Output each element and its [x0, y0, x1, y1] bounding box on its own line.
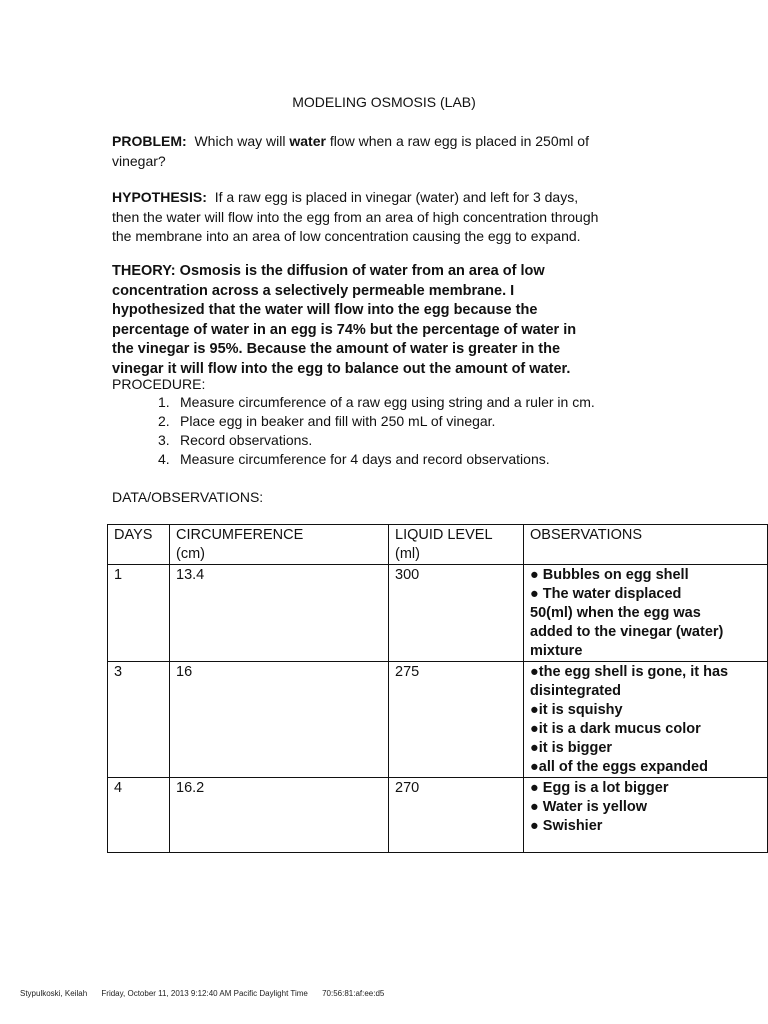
procedure-step: [158, 431, 595, 450]
hypothesis-line3: the membrane into an area of low concentration causing the egg to expand.: [112, 228, 581, 244]
problem-text-before: Which way will: [194, 133, 286, 149]
header-circumference-line1: CIRCUMFERENCE: [176, 527, 304, 543]
header-liquid-unit: (ml): [395, 546, 420, 562]
table-row: [108, 778, 768, 853]
observation-line: mixture: [530, 643, 583, 659]
step-number: 4.: [158, 451, 170, 467]
theory-line: concentration across a selectively permeable membrane. I: [112, 282, 515, 299]
cell-observations: [524, 565, 768, 662]
cell-day: 4: [108, 778, 170, 853]
problem-label: PROBLEM:: [112, 133, 187, 149]
header-circumference: [170, 525, 389, 565]
observation-line: ●the egg shell is gone, it has: [530, 664, 729, 680]
header-liquid-line1: LIQUID LEVEL: [395, 527, 493, 543]
step-text: Measure circumference of a raw egg using string and a ruler in cm.: [180, 394, 595, 410]
header-observations: OBSERVATIONS: [524, 525, 768, 565]
step-number: 3.: [158, 432, 170, 448]
procedure-label: PROCEDURE:: [112, 376, 206, 392]
table-header-row: [108, 525, 768, 565]
problem-section: [112, 132, 652, 171]
cell-observations: [524, 662, 768, 778]
cell-circumference: 16: [170, 662, 389, 778]
procedure-step: [158, 412, 595, 431]
header-days: DAYS: [108, 525, 170, 565]
step-text: Record observations.: [180, 432, 313, 448]
page-footer: [20, 989, 396, 998]
observation-line: 50(ml) when the egg was: [530, 605, 701, 621]
observation-line: added to the vinegar (water): [530, 624, 724, 640]
footer-datetime: Friday, October 11, 2013 9:12:40 AM Pacific Daylight Time: [101, 989, 308, 998]
step-number: 1.: [158, 394, 170, 410]
observation-line: ● Swishier: [530, 818, 603, 834]
cell-day: 3: [108, 662, 170, 778]
observation-line: ●it is a dark mucus color: [530, 721, 701, 737]
footer-id: 70:56:81:af:ee:d5: [322, 989, 385, 998]
header-liquid-level: [389, 525, 524, 565]
data-table: [107, 524, 768, 853]
theory-line: percentage of water in an egg is 74% but the percentage of water in: [112, 321, 577, 338]
theory-line: the vinegar is 95%. Because the amount of water is greater in the: [112, 341, 561, 357]
cell-day: 1: [108, 565, 170, 662]
observation-line: ● Egg is a lot bigger: [530, 780, 669, 796]
cell-observations: [524, 778, 768, 853]
theory-line: vinegar it will flow into the egg to balance out the amount of water.: [112, 360, 571, 377]
hypothesis-label: HYPOTHESIS:: [112, 189, 207, 205]
observation-line: disintegrated: [530, 683, 622, 699]
theory-section: [112, 262, 632, 379]
data-observations-label: DATA/OBSERVATIONS:: [112, 489, 264, 505]
observation-line: ●it is bigger: [530, 740, 613, 756]
observation-line: ● The water displaced: [530, 586, 682, 602]
observation-line: ●it is squishy: [530, 702, 623, 718]
hypothesis-section: [112, 188, 652, 247]
footer-name: Stypulkoski, Keilah: [20, 989, 88, 998]
hypothesis-line2: then the water will flow into the egg from an area of high concentration through: [112, 208, 599, 225]
theory-line: THEORY: Osmosis is the diffusion of water from an area of low: [112, 263, 545, 279]
cell-liquid-level: 300: [389, 565, 524, 662]
step-text: Measure circumference for 4 days and record observations.: [180, 451, 550, 467]
observation-line: ●all of the eggs expanded: [530, 759, 708, 775]
step-number: 2.: [158, 413, 170, 429]
cell-liquid-level: 270: [389, 778, 524, 853]
header-circumference-unit: (cm): [176, 546, 205, 562]
observation-line: ● Bubbles on egg shell: [530, 567, 689, 583]
document-title: MODELING OSMOSIS (LAB): [292, 94, 476, 110]
observation-line: ● Water is yellow: [530, 799, 648, 815]
cell-circumference: 16.2: [170, 778, 389, 853]
table-row: [108, 662, 768, 778]
hypothesis-line1: If a raw egg is placed in vinegar (water) and left for 3 days,: [214, 189, 579, 205]
step-text: Place egg in beaker and fill with 250 mL of vinegar.: [180, 413, 496, 429]
cell-liquid-level: 275: [389, 662, 524, 778]
cell-circumference: 13.4: [170, 565, 389, 662]
procedure-step: [158, 450, 595, 469]
theory-line: hypothesized that the water will flow into the egg because the: [112, 302, 538, 318]
problem-text-after: flow when a raw egg is placed in 250ml of: [329, 133, 589, 149]
problem-text-line2: vinegar?: [112, 152, 166, 169]
procedure-list: [158, 393, 595, 469]
table-row: [108, 565, 768, 662]
procedure-step: [158, 393, 595, 412]
problem-emphasis: water: [289, 133, 326, 149]
